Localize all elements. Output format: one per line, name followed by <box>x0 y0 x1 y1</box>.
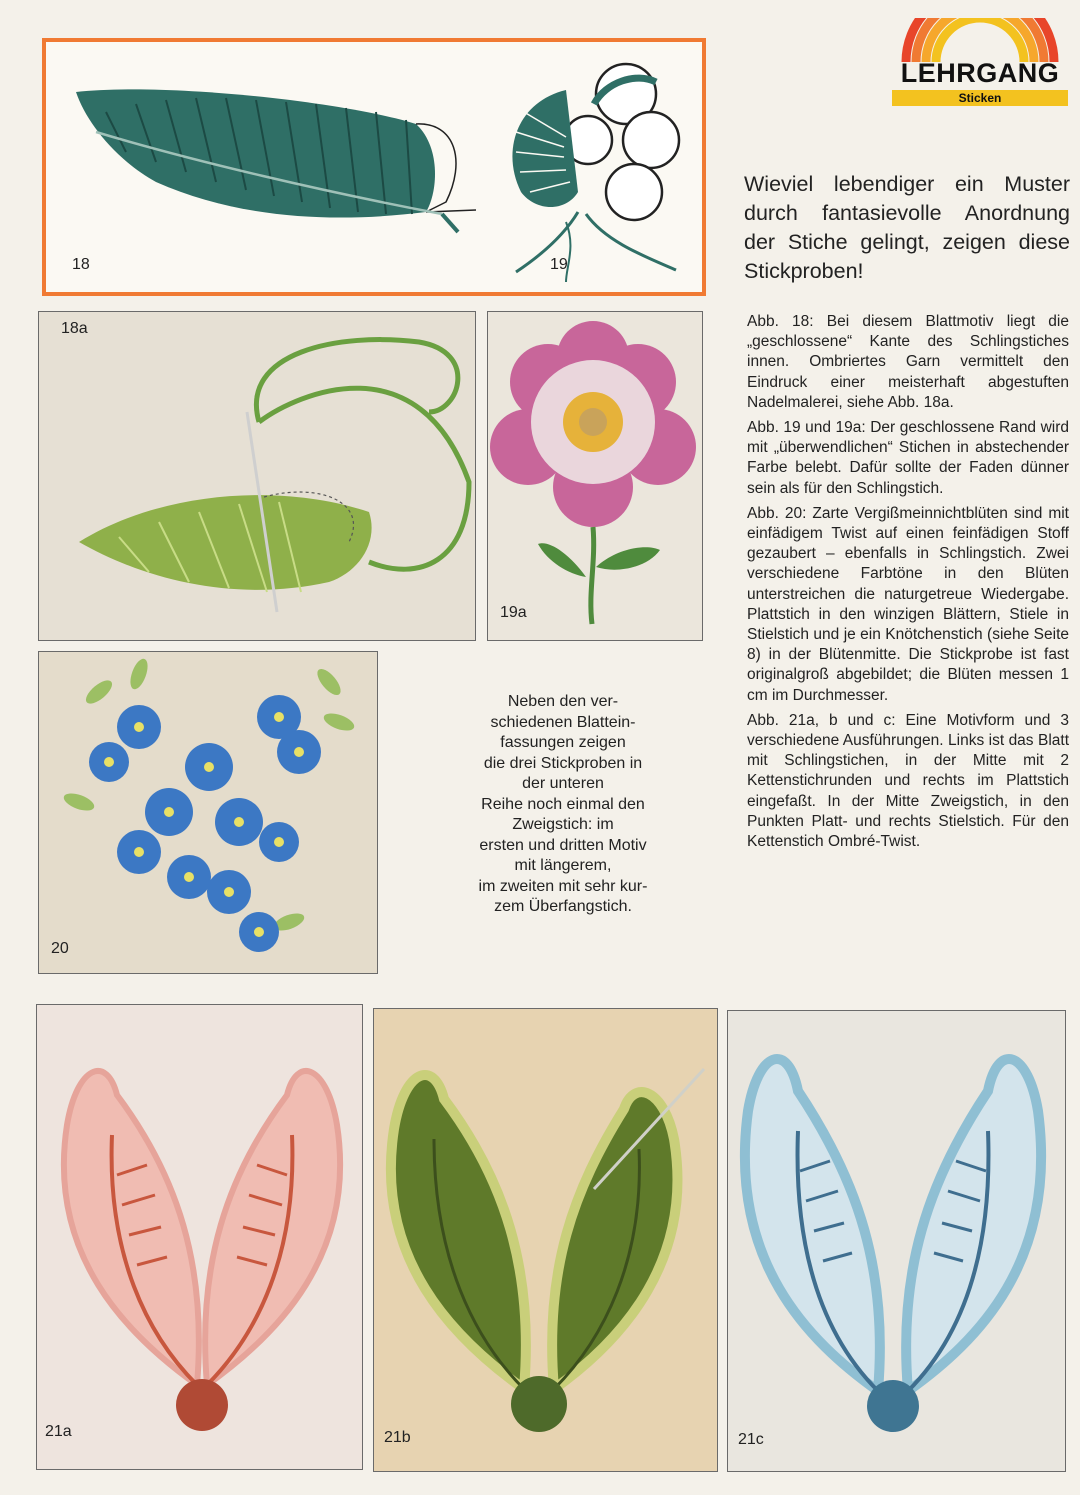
paragraph-abb-19: Abb. 19 und 19a: Der geschlossene Rand wird mit „überwendlichen“ Stichen in abstechender Farbe belebt. Dafür sollte der Faden dünner sein als für den Schlingstich. <box>747 419 1069 497</box>
figure-number-18a: 18a <box>61 320 88 337</box>
stitch-diagram-illustration <box>46 42 702 292</box>
green-leaf-pair-photo <box>374 1009 718 1472</box>
photo-panel-19a <box>487 311 703 641</box>
paragraph-abb-18: Abb. 18: Bei diesem Blattmotiv liegt die „geschlossene“ Kante des Schlingstiches innen. Ombriertes Garn vermittelt den Eindruck einer meisterhaft abgestuften Nadelmalerei, siehe Abb. 18a. <box>747 313 1069 411</box>
logo-title: LEHRGANG <box>900 58 1060 88</box>
figure-number-21a: 21a <box>45 1423 72 1440</box>
caption-line: mit längerem, <box>514 857 612 874</box>
paragraph-abb-20: Abb. 20: Zarte Vergißmeinnichtblüten sind mit einfädigem Twist auf einen feinfädigen Stoff gezaubert – ebenfalls in Schlingstich. Zwei verschiedene Farbtöne in den Blüten unterstreichen die naturgetreue Wiedergabe. Plattstich in den winzigen Blättern, Stiele in Stielstich und je ein Knötchenstich (siehe Seite 8) in der Blütenmitte. Die Stickprobe ist fast originalgroß abgebildet; die Blüten messen 1 cm im Durchmesser. <box>747 504 1069 704</box>
body-text-column <box>747 312 1069 857</box>
embroidered-leaf-photo <box>39 312 476 641</box>
lead-paragraph: Wieviel lebendiger ein Muster durch fantasievolle Anordnung der Stiche gelingt, zeigen diese Stickproben! <box>744 172 1070 283</box>
logo-subtitle: Sticken <box>892 90 1068 106</box>
caption-line: schiedenen Blattein- <box>490 713 636 731</box>
figure-number-21c: 21c <box>738 1431 764 1448</box>
paragraph-abb-21: Abb. 21a, b und c: Eine Motivform und 3 verschiedene Ausführungen. Links ist das Blatt mit Schlingstichen, in der Mitte mit 2 Kettenstichrunden und rechts im Plattstich eingefaßt. In der Mitte Zweigstich, in den Punkten Platt- und rechts Stielstich. Für den Kettenstich Ombré-Twist. <box>747 711 1069 851</box>
caption-line: Neben den ver- <box>507 693 619 710</box>
caption-line: der unteren <box>522 775 604 792</box>
caption-line: zem Überfangstich. <box>494 898 632 915</box>
illustration-box-18-19 <box>42 38 706 296</box>
caption-line: Zweigstich: im <box>512 816 614 833</box>
photo-panel-21c <box>727 1010 1066 1472</box>
center-caption <box>432 692 694 918</box>
photo-panel-20 <box>38 651 378 974</box>
flower-diagram-icon <box>512 64 679 282</box>
figure-number-20: 20 <box>51 940 69 957</box>
leaf-diagram-icon <box>76 89 476 232</box>
blue-leaf-pair-photo <box>728 1011 1066 1472</box>
caption-line: die drei Stickproben in <box>483 754 643 772</box>
photo-panel-21b <box>373 1008 718 1472</box>
caption-line: im zweiten mit sehr kur- <box>478 877 648 895</box>
embroidered-flower-photo <box>488 312 703 641</box>
caption-line: ersten und dritten Motiv <box>479 836 647 854</box>
caption-line: Reihe noch einmal den <box>481 795 645 813</box>
lehrgang-logo <box>892 18 1068 104</box>
photo-panel-18a <box>38 311 476 641</box>
figure-number-18: 18 <box>72 256 90 273</box>
caption-line: fassungen zeigen <box>500 734 626 751</box>
figure-number-21b: 21b <box>384 1429 411 1446</box>
forget-me-not-photo <box>39 652 378 974</box>
figure-number-19: 19 <box>550 256 568 273</box>
figure-number-19a: 19a <box>500 604 527 621</box>
pink-leaf-pair-photo <box>37 1005 363 1470</box>
photo-panel-21a <box>36 1004 363 1470</box>
